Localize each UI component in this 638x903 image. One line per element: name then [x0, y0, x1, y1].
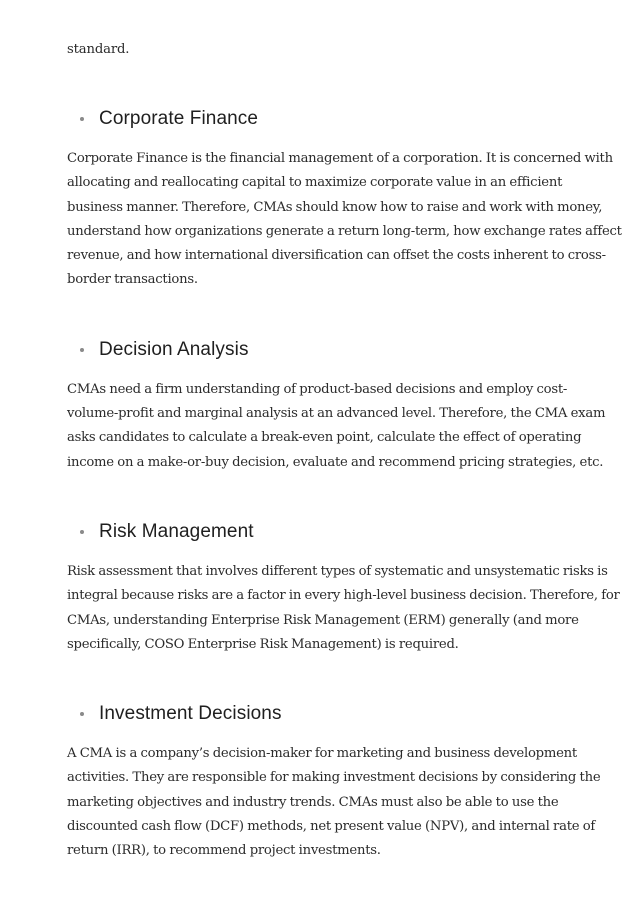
body-line: allocating and reallocating capital to maximize corporate value in an efficient	[67, 175, 563, 191]
body-line: asks candidates to calculate a break-even point, calculate the effect of operating	[67, 430, 582, 446]
body-line: volume-profit and marginal analysis at an advanced level. Therefore, the CMA exam	[67, 406, 606, 422]
body-line: discounted cash flow (DCF) methods, net present value (NPV), and internal rate of	[67, 819, 596, 835]
section-heading: Risk Management	[99, 520, 254, 542]
body-line: CMAs need a firm understanding of product-based decisions and employ cost-	[67, 381, 568, 397]
body-line: specifically, COSO Enterprise Risk Management) is required.	[67, 636, 459, 652]
section-heading-row	[67, 331, 588, 369]
body-line: understand how organizations generate a return long-term, how exchange rates affect	[67, 223, 622, 239]
section-heading-row	[67, 100, 588, 138]
section-heading: Decision Analysis	[99, 338, 249, 360]
body-line: border transactions.	[67, 272, 198, 288]
body-line: integral because risks are a factor in every high-level business decision. Therefore, for	[67, 588, 620, 604]
section-body	[67, 560, 620, 657]
section-heading-row	[67, 513, 588, 551]
body-line: return (IRR), to recommend project investments.	[67, 843, 381, 859]
body-line: marketing objectives and industry trends. CMAs must also be able to use the	[67, 794, 559, 810]
bullet-icon	[80, 530, 84, 534]
section-corporate-finance	[67, 100, 622, 293]
body-line: A CMA is a company’s decision-maker for marketing and business development	[67, 746, 577, 762]
body-line: Risk assessment that involves different types of systematic and unsystematic risks is	[67, 563, 608, 579]
bullet-icon	[80, 348, 84, 352]
body-line: revenue, and how international diversification can offset the costs inherent to cross-	[67, 248, 606, 264]
bullet-icon	[80, 117, 84, 121]
body-line: income on a make-or-buy decision, evaluate and recommend pricing strategies, etc.	[67, 454, 604, 470]
section-body	[67, 378, 606, 475]
section-risk-management	[67, 513, 620, 657]
body-line: Corporate Finance is the financial management of a corporation. It is concerned with	[67, 151, 613, 166]
section-body	[67, 742, 601, 863]
section-heading-row	[67, 695, 588, 733]
section-body	[67, 147, 622, 293]
body-line: activities. They are responsible for making investment decisions by considering the	[67, 770, 601, 786]
intro-text: standard.	[67, 42, 130, 57]
section-heading: Corporate Finance	[99, 108, 259, 129]
section-investment-decisions	[67, 695, 601, 863]
body-line: CMAs, understanding Enterprise Risk Management (ERM) generally (and more	[67, 612, 579, 628]
section-decision-analysis	[67, 331, 606, 475]
section-heading: Investment Decisions	[99, 703, 282, 725]
bullet-icon	[80, 712, 84, 716]
body-line: business manner. Therefore, CMAs should know how to raise and work with money,	[67, 199, 603, 215]
